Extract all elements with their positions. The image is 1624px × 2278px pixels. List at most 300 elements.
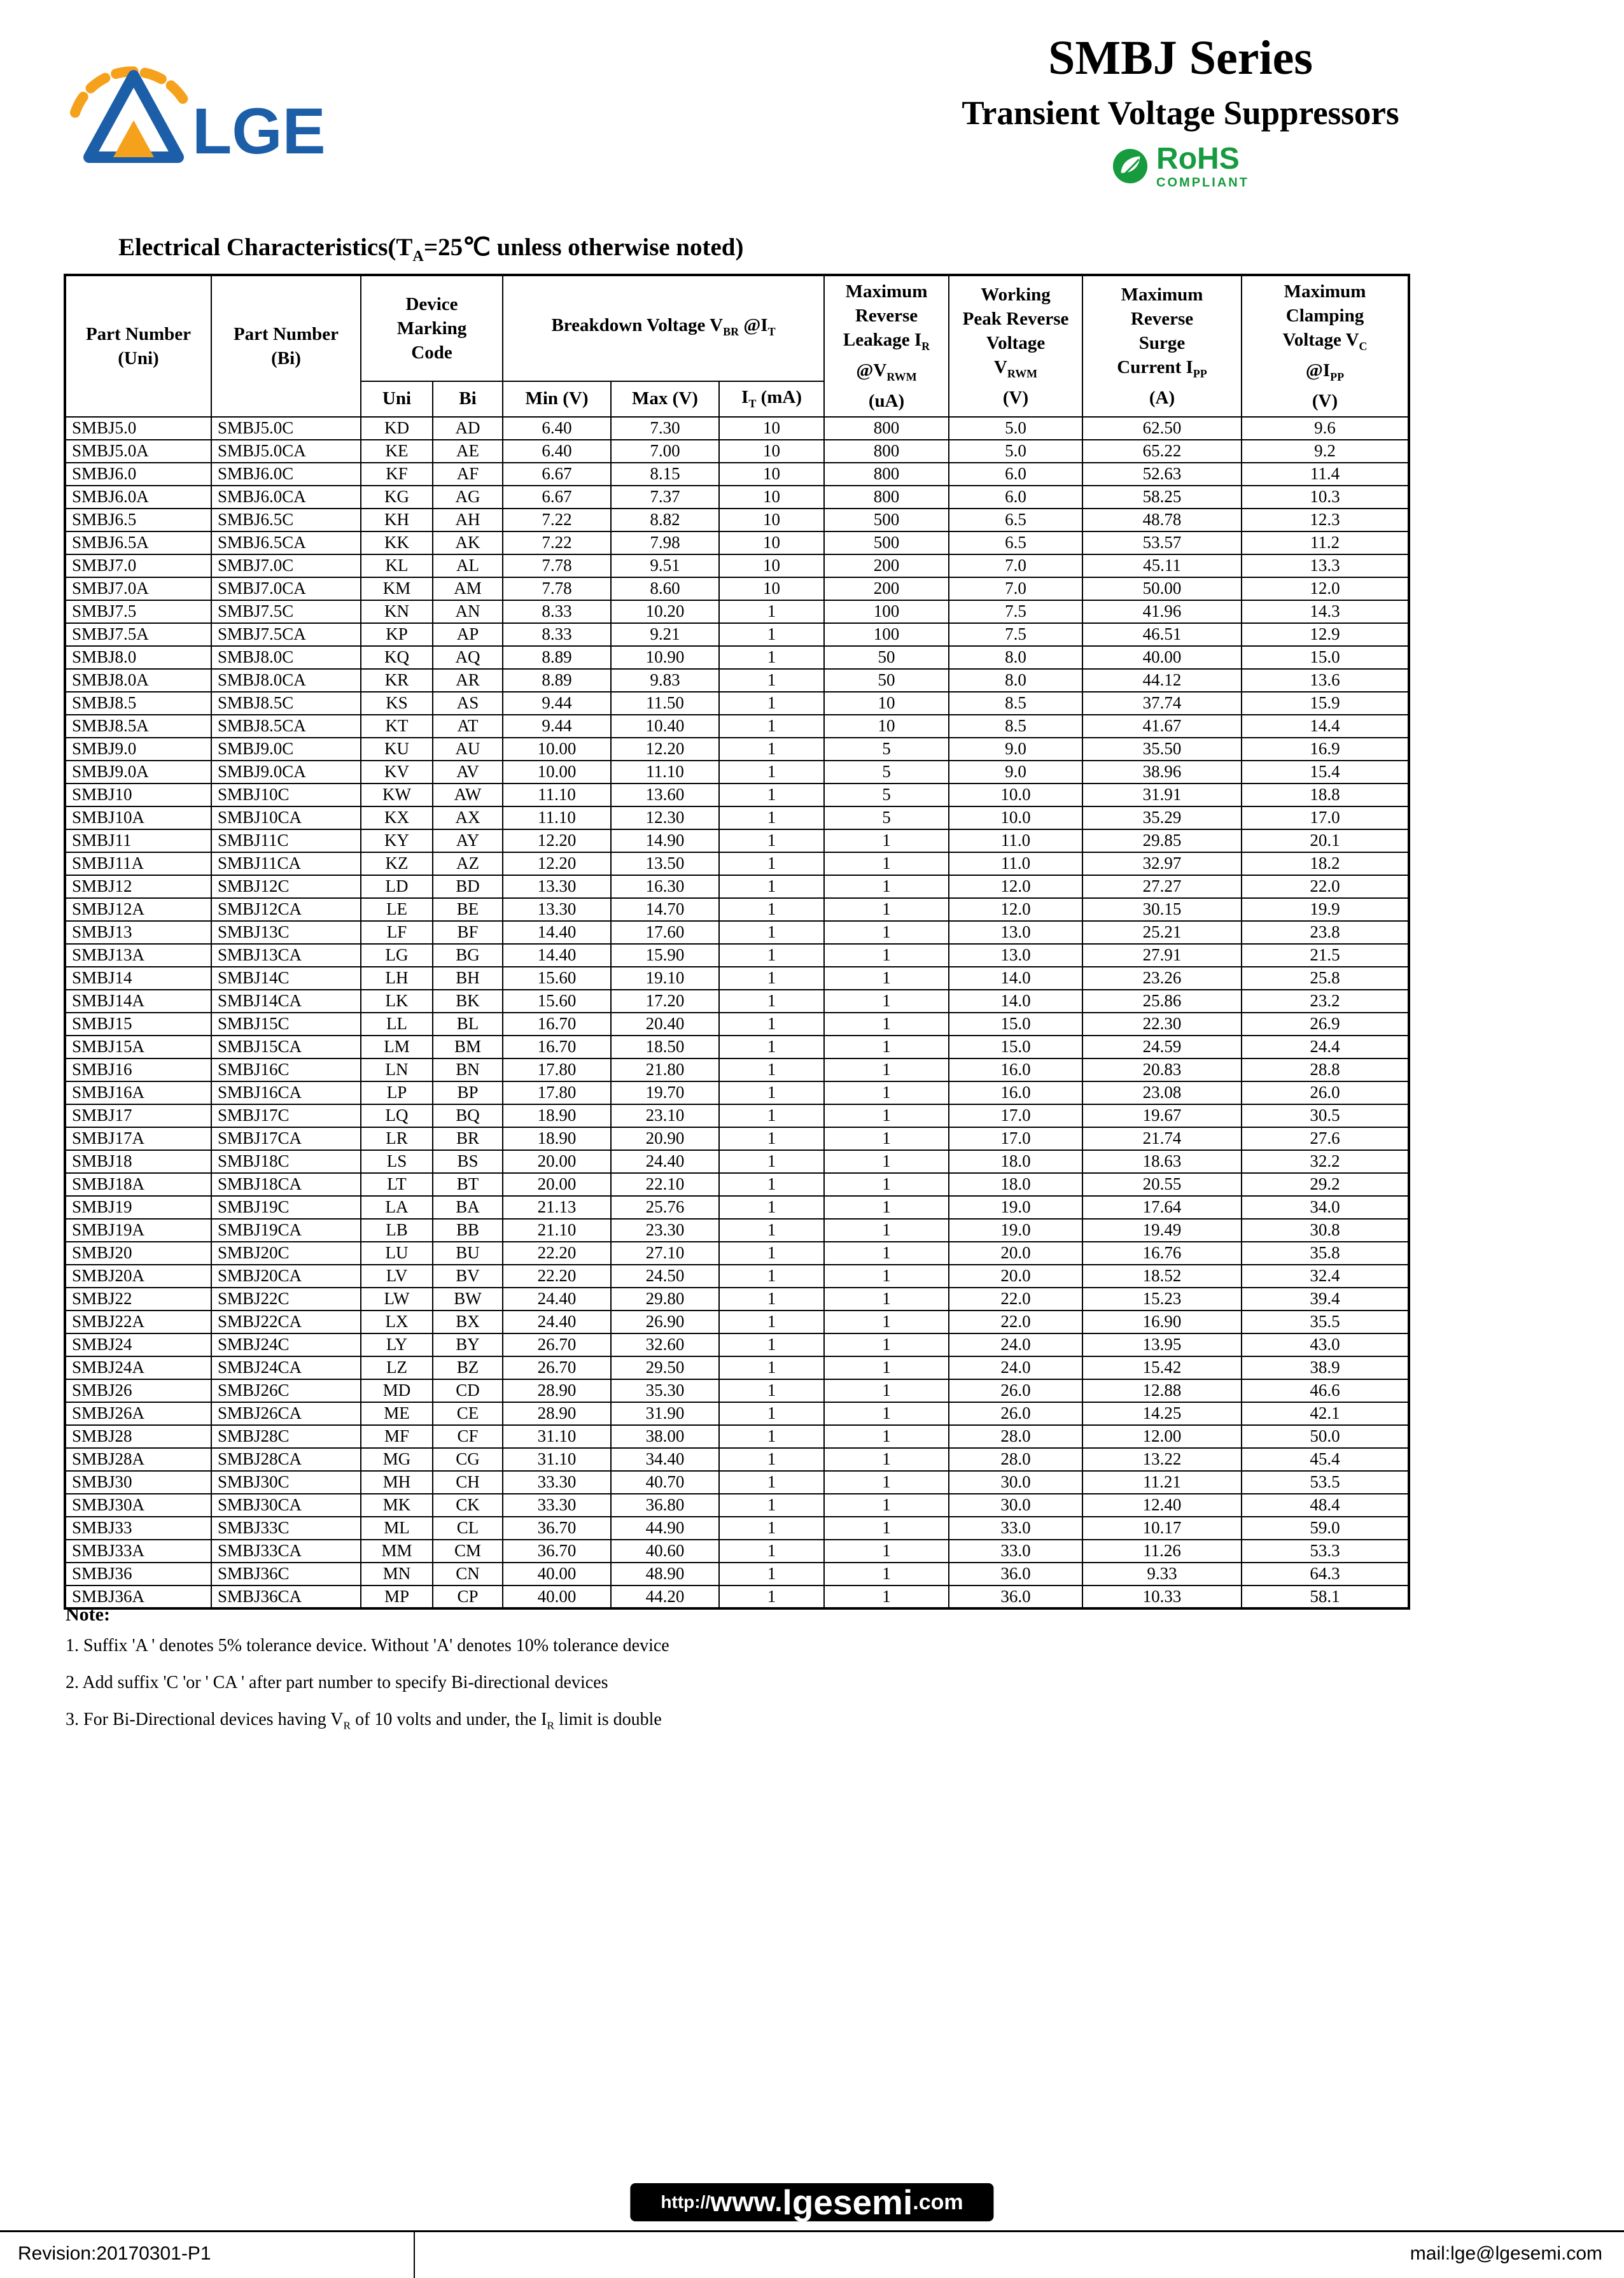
table-cell: KP xyxy=(361,623,433,646)
table-cell: 11.0 xyxy=(949,852,1082,875)
table-row xyxy=(65,1013,1409,1036)
table-row xyxy=(65,509,1409,531)
table-cell: SMBJ8.5C xyxy=(211,692,361,715)
table-cell: 1 xyxy=(824,1219,949,1242)
table-cell: 1 xyxy=(719,1288,824,1311)
table-cell: BQ xyxy=(433,1104,503,1127)
table-cell: 10 xyxy=(719,463,824,486)
table-cell: SMBJ8.5 xyxy=(65,692,211,715)
table-cell: 1 xyxy=(824,1242,949,1265)
table-cell: LU xyxy=(361,1242,433,1265)
table-cell: BP xyxy=(433,1081,503,1104)
table-cell: SMBJ6.0A xyxy=(65,486,211,509)
table-cell: 18.52 xyxy=(1082,1265,1242,1288)
table-cell: 12.3 xyxy=(1242,509,1409,531)
table-row xyxy=(65,1425,1409,1448)
table-cell: 12.00 xyxy=(1082,1425,1242,1448)
table-cell: 1 xyxy=(719,1058,824,1081)
table-cell: 32.97 xyxy=(1082,852,1242,875)
table-cell: 27.27 xyxy=(1082,875,1242,898)
table-row xyxy=(65,1471,1409,1494)
table-cell: 9.51 xyxy=(611,554,719,577)
table-cell: 1 xyxy=(719,1242,824,1265)
rohs-badge xyxy=(792,141,1569,190)
table-cell: 26.0 xyxy=(949,1379,1082,1402)
table-row xyxy=(65,600,1409,623)
table-cell: LB xyxy=(361,1219,433,1242)
table-cell: 1 xyxy=(719,1333,824,1356)
table-row xyxy=(65,1242,1409,1265)
table-cell: 1 xyxy=(719,623,824,646)
table-cell: 1 xyxy=(719,852,824,875)
table-cell: 33.0 xyxy=(949,1517,1082,1540)
footer-corner-line xyxy=(414,2232,415,2278)
table-cell: 1 xyxy=(824,852,949,875)
table-cell: 800 xyxy=(824,417,949,440)
table-cell: SMBJ19 xyxy=(65,1196,211,1219)
table-cell: 1 xyxy=(824,1104,949,1127)
url-domain: lgesemi xyxy=(782,2183,913,2222)
table-cell: 23.26 xyxy=(1082,967,1242,990)
table-row xyxy=(65,1333,1409,1356)
table-cell: 1 xyxy=(719,921,824,944)
revision-label: Revision:20170301-P1 xyxy=(18,2243,211,2264)
table-cell: 7.0 xyxy=(949,577,1082,600)
table-cell: 36.70 xyxy=(503,1517,611,1540)
table-cell: 13.95 xyxy=(1082,1333,1242,1356)
table-cell: SMBJ18C xyxy=(211,1150,361,1173)
table-cell: 26.90 xyxy=(611,1311,719,1333)
table-cell: 10.33 xyxy=(1082,1585,1242,1608)
table-cell: 29.50 xyxy=(611,1356,719,1379)
table-cell: 6.0 xyxy=(949,463,1082,486)
table-cell: 1 xyxy=(824,967,949,990)
table-cell: SMBJ8.0A xyxy=(65,669,211,692)
table-cell: KL xyxy=(361,554,433,577)
table-cell: 30.0 xyxy=(949,1471,1082,1494)
table-cell: 1 xyxy=(824,1402,949,1425)
table-cell: AQ xyxy=(433,646,503,669)
table-cell: 36.80 xyxy=(611,1494,719,1517)
table-cell: 22.0 xyxy=(949,1288,1082,1311)
table-cell: KN xyxy=(361,600,433,623)
table-cell: 13.0 xyxy=(949,921,1082,944)
table-row xyxy=(65,1104,1409,1127)
table-row xyxy=(65,417,1409,440)
table-row xyxy=(65,1127,1409,1150)
table-cell: 1 xyxy=(719,646,824,669)
table-cell: SMBJ26 xyxy=(65,1379,211,1402)
table-cell: 1 xyxy=(824,1379,949,1402)
table-cell: 1 xyxy=(824,1585,949,1608)
table-cell: SMBJ13A xyxy=(65,944,211,967)
table-cell: 9.44 xyxy=(503,715,611,738)
table-cell: 14.40 xyxy=(503,921,611,944)
table-cell: SMBJ33A xyxy=(65,1540,211,1563)
table-cell: CD xyxy=(433,1379,503,1402)
table-cell: 27.10 xyxy=(611,1242,719,1265)
section-title: Electrical $Characteristics(T_A=25℃$ unless otherwise noted) xyxy=(118,234,744,265)
table-cell: SMBJ22A xyxy=(65,1311,211,1333)
table-cell: 1 xyxy=(719,1425,824,1448)
table-cell: SMBJ20 xyxy=(65,1242,211,1265)
table-cell: SMBJ15CA xyxy=(211,1036,361,1058)
table-cell: 1 xyxy=(719,806,824,829)
table-cell: 1 xyxy=(824,829,949,852)
table-cell: 10.00 xyxy=(503,738,611,761)
note-3: 3. For Bi-Directional devices having $V_R$ of 10 volts and under, the $I_R$ limit is double xyxy=(66,1710,662,1732)
table-cell: 15.23 xyxy=(1082,1288,1242,1311)
table-cell: 9.0 xyxy=(949,761,1082,784)
table-cell: SMBJ14CA xyxy=(211,990,361,1013)
table-cell: KH xyxy=(361,509,433,531)
table-cell: 10 xyxy=(824,692,949,715)
title-block xyxy=(792,33,1569,189)
table-cell: 26.0 xyxy=(949,1402,1082,1425)
table-cell: 1 xyxy=(824,1058,949,1081)
table-cell: 7.22 xyxy=(503,509,611,531)
table-cell: 21.13 xyxy=(503,1196,611,1219)
table-cell: LM xyxy=(361,1036,433,1058)
table-cell: 17.64 xyxy=(1082,1196,1242,1219)
table-cell: SMBJ6.0CA xyxy=(211,486,361,509)
table-cell: 11.26 xyxy=(1082,1540,1242,1563)
table-cell: 14.70 xyxy=(611,898,719,921)
table-cell: SMBJ9.0A xyxy=(65,761,211,784)
table-cell: 16.9 xyxy=(1242,738,1409,761)
table-cell: 50.00 xyxy=(1082,577,1242,600)
table-cell: 9.2 xyxy=(1242,440,1409,463)
table-cell: 30.5 xyxy=(1242,1104,1409,1127)
table-cell: 1 xyxy=(719,1173,824,1196)
table-cell: 30.8 xyxy=(1242,1219,1409,1242)
table-cell: 19.0 xyxy=(949,1196,1082,1219)
table-cell: 13.22 xyxy=(1082,1448,1242,1471)
table-row xyxy=(65,784,1409,806)
table-cell: 22.20 xyxy=(503,1265,611,1288)
table-cell: 1 xyxy=(719,1448,824,1471)
table-cell: 45.4 xyxy=(1242,1448,1409,1471)
table-cell: SMBJ13C xyxy=(211,921,361,944)
table-cell: SMBJ28CA xyxy=(211,1448,361,1471)
table-cell: 33.0 xyxy=(949,1540,1082,1563)
table-cell: LT xyxy=(361,1173,433,1196)
table-cell: 8.33 xyxy=(503,623,611,646)
table-cell: KZ xyxy=(361,852,433,875)
table-cell: 12.40 xyxy=(1082,1494,1242,1517)
table-cell: KK xyxy=(361,531,433,554)
table-cell: 13.60 xyxy=(611,784,719,806)
table-cell: 31.90 xyxy=(611,1402,719,1425)
table-cell: SMBJ19CA xyxy=(211,1219,361,1242)
table-cell: 13.0 xyxy=(949,944,1082,967)
table-cell: 14.3 xyxy=(1242,600,1409,623)
table-cell: 18.2 xyxy=(1242,852,1409,875)
table-row xyxy=(65,1379,1409,1402)
table-cell: 5.0 xyxy=(949,440,1082,463)
table-cell: 13.3 xyxy=(1242,554,1409,577)
table-cell: 37.74 xyxy=(1082,692,1242,715)
page-subtitle: Transient Voltage Suppressors xyxy=(962,94,1399,132)
table-cell: SMBJ9.0 xyxy=(65,738,211,761)
table-cell: MP xyxy=(361,1585,433,1608)
table-cell: SMBJ14C xyxy=(211,967,361,990)
table-cell: SMBJ6.0 xyxy=(65,463,211,486)
table-cell: SMBJ15A xyxy=(65,1036,211,1058)
table-row xyxy=(65,852,1409,875)
table-row xyxy=(65,1173,1409,1196)
website-link[interactable] xyxy=(630,2183,993,2221)
table-cell: 15.9 xyxy=(1242,692,1409,715)
table-cell: 26.0 xyxy=(1242,1081,1409,1104)
table-cell: SMBJ28 xyxy=(65,1425,211,1448)
table-cell: AK xyxy=(433,531,503,554)
table-cell: 1 xyxy=(719,1036,824,1058)
table-cell: CP xyxy=(433,1585,503,1608)
table-row xyxy=(65,1219,1409,1242)
table-cell: 6.40 xyxy=(503,417,611,440)
table-cell: BT xyxy=(433,1173,503,1196)
table-cell: 8.0 xyxy=(949,646,1082,669)
table-cell: 6.0 xyxy=(949,486,1082,509)
col-max-clamping-voltage: Maximum Clamping Voltage $V_C$ $@I_{PP}$ (V) xyxy=(1242,275,1409,417)
col-marking-bi: Bi xyxy=(433,381,503,417)
table-cell: 21.74 xyxy=(1082,1127,1242,1150)
table-cell: 25.21 xyxy=(1082,921,1242,944)
table-cell: 53.57 xyxy=(1082,531,1242,554)
table-row xyxy=(65,577,1409,600)
table-cell: 1 xyxy=(719,1150,824,1173)
table-cell: SMBJ8.0 xyxy=(65,646,211,669)
table-cell: 41.67 xyxy=(1082,715,1242,738)
table-cell: 17.60 xyxy=(611,921,719,944)
table-cell: 13.6 xyxy=(1242,669,1409,692)
table-cell: 28.90 xyxy=(503,1379,611,1402)
table-cell: 10.20 xyxy=(611,600,719,623)
table-cell: 36.0 xyxy=(949,1563,1082,1585)
table-cell: 14.40 xyxy=(503,944,611,967)
table-cell: 12.0 xyxy=(1242,577,1409,600)
table-row xyxy=(65,1036,1409,1058)
table-cell: CL xyxy=(433,1517,503,1540)
table-row xyxy=(65,486,1409,509)
table-cell: AD xyxy=(433,417,503,440)
table-cell: BX xyxy=(433,1311,503,1333)
table-cell: 53.3 xyxy=(1242,1540,1409,1563)
table-cell: SMBJ13CA xyxy=(211,944,361,967)
table-cell: 48.78 xyxy=(1082,509,1242,531)
table-cell: 17.80 xyxy=(503,1058,611,1081)
table-cell: SMBJ36A xyxy=(65,1585,211,1608)
table-cell: 7.78 xyxy=(503,554,611,577)
table-cell: 5 xyxy=(824,738,949,761)
table-cell: 16.70 xyxy=(503,1036,611,1058)
table-cell: SMBJ7.5C xyxy=(211,600,361,623)
mail-link[interactable]: mail:lge@lgesemi.com xyxy=(1410,2243,1602,2264)
table-cell: 15.0 xyxy=(949,1013,1082,1036)
table-cell: 44.90 xyxy=(611,1517,719,1540)
table-cell: 38.9 xyxy=(1242,1356,1409,1379)
table-cell: 500 xyxy=(824,509,949,531)
table-cell: AX xyxy=(433,806,503,829)
lge-logo-graphic xyxy=(51,29,350,178)
table-cell: 800 xyxy=(824,486,949,509)
table-cell: SMBJ9.0C xyxy=(211,738,361,761)
notes-section xyxy=(66,1604,669,1749)
table-cell: ML xyxy=(361,1517,433,1540)
table-cell: AV xyxy=(433,761,503,784)
table-cell: 8.5 xyxy=(949,715,1082,738)
table-cell: 50 xyxy=(824,669,949,692)
table-cell: 65.22 xyxy=(1082,440,1242,463)
table-cell: 20.00 xyxy=(503,1173,611,1196)
table-cell: AY xyxy=(433,829,503,852)
table-cell: 11.2 xyxy=(1242,531,1409,554)
table-cell: 1 xyxy=(824,875,949,898)
table-cell: SMBJ26CA xyxy=(211,1402,361,1425)
table-cell: 10.3 xyxy=(1242,486,1409,509)
table-cell: SMBJ11C xyxy=(211,829,361,852)
table-cell: KD xyxy=(361,417,433,440)
table-cell: 28.0 xyxy=(949,1425,1082,1448)
table-cell: AU xyxy=(433,738,503,761)
table-cell: LV xyxy=(361,1265,433,1288)
table-cell: 28.90 xyxy=(503,1402,611,1425)
table-cell: SMBJ6.5A xyxy=(65,531,211,554)
table-cell: 12.9 xyxy=(1242,623,1409,646)
table-cell: 38.00 xyxy=(611,1425,719,1448)
table-cell: 1 xyxy=(824,1471,949,1494)
table-cell: 5 xyxy=(824,761,949,784)
table-cell: BS xyxy=(433,1150,503,1173)
table-header xyxy=(65,275,1409,417)
table-cell: 11.4 xyxy=(1242,463,1409,486)
table-cell: 40.00 xyxy=(1082,646,1242,669)
table-cell: 15.0 xyxy=(949,1036,1082,1058)
table-cell: SMBJ6.5C xyxy=(211,509,361,531)
table-cell: CK xyxy=(433,1494,503,1517)
table-row xyxy=(65,692,1409,715)
table-cell: 18.0 xyxy=(949,1173,1082,1196)
table-cell: 800 xyxy=(824,440,949,463)
table-cell: 50.0 xyxy=(1242,1425,1409,1448)
table-cell: BM xyxy=(433,1036,503,1058)
table-cell: SMBJ17A xyxy=(65,1127,211,1150)
table-cell: 12.88 xyxy=(1082,1379,1242,1402)
table-cell: AT xyxy=(433,715,503,738)
table-cell: AM xyxy=(433,577,503,600)
col-breakdown-voltage: Breakdown Voltage $V_{BR}$ $@I_T$ xyxy=(503,275,824,381)
table-cell: 24.59 xyxy=(1082,1036,1242,1058)
table-cell: 23.30 xyxy=(611,1219,719,1242)
table-cell: 10 xyxy=(719,417,824,440)
table-row xyxy=(65,646,1409,669)
table-cell: 12.20 xyxy=(503,852,611,875)
table-cell: 1 xyxy=(719,1585,824,1608)
table-cell: SMBJ8.5CA xyxy=(211,715,361,738)
table-cell: 14.25 xyxy=(1082,1402,1242,1425)
table-row xyxy=(65,1196,1409,1219)
table-cell: 36.70 xyxy=(503,1540,611,1563)
table-cell: 19.0 xyxy=(949,1219,1082,1242)
table-cell: 7.78 xyxy=(503,577,611,600)
table-cell: 62.50 xyxy=(1082,417,1242,440)
table-row xyxy=(65,1356,1409,1379)
table-cell: 800 xyxy=(824,463,949,486)
table-row xyxy=(65,944,1409,967)
note-2: 2. Add suffix 'C 'or ' CA ' after part number to specify Bi-directional devices xyxy=(66,1673,608,1692)
table-cell: 1 xyxy=(719,990,824,1013)
table-cell: 39.4 xyxy=(1242,1288,1409,1311)
col-min-v: Min (V) xyxy=(503,381,611,417)
table-row xyxy=(65,1448,1409,1471)
table-row xyxy=(65,1494,1409,1517)
table-cell: 5 xyxy=(824,784,949,806)
table-cell: LA xyxy=(361,1196,433,1219)
table-cell: 33.30 xyxy=(503,1471,611,1494)
table-cell: 17.0 xyxy=(1242,806,1409,829)
table-cell: SMBJ11 xyxy=(65,829,211,852)
table-cell: 8.33 xyxy=(503,600,611,623)
table-cell: SMBJ20C xyxy=(211,1242,361,1265)
table-cell: SMBJ8.5A xyxy=(65,715,211,738)
table-cell: SMBJ5.0A xyxy=(65,440,211,463)
table-cell: 25.86 xyxy=(1082,990,1242,1013)
table-cell: 35.29 xyxy=(1082,806,1242,829)
table-cell: 1 xyxy=(719,1104,824,1127)
lge-logo xyxy=(51,29,350,178)
table-cell: 12.0 xyxy=(949,898,1082,921)
table-cell: 15.42 xyxy=(1082,1356,1242,1379)
table-cell: SMBJ10C xyxy=(211,784,361,806)
table-cell: 32.60 xyxy=(611,1333,719,1356)
table-cell: 20.90 xyxy=(611,1127,719,1150)
table-cell: 13.30 xyxy=(503,898,611,921)
table-cell: 35.50 xyxy=(1082,738,1242,761)
table-cell: 31.91 xyxy=(1082,784,1242,806)
table-cell: BV xyxy=(433,1265,503,1288)
table-cell: 6.67 xyxy=(503,463,611,486)
table-cell: SMBJ11CA xyxy=(211,852,361,875)
table-cell: 25.76 xyxy=(611,1196,719,1219)
table-cell: 1 xyxy=(719,1311,824,1333)
table-cell: ME xyxy=(361,1402,433,1425)
table-cell: 35.30 xyxy=(611,1379,719,1402)
table-cell: 10.40 xyxy=(611,715,719,738)
table-cell: 34.0 xyxy=(1242,1196,1409,1219)
table-cell: 1 xyxy=(719,967,824,990)
table-cell: 11.10 xyxy=(503,784,611,806)
table-cell: SMBJ10A xyxy=(65,806,211,829)
table-cell: 1 xyxy=(719,1471,824,1494)
table-row xyxy=(65,669,1409,692)
table-cell: SMBJ36CA xyxy=(211,1585,361,1608)
table-cell: KF xyxy=(361,463,433,486)
table-row xyxy=(65,531,1409,554)
table-cell: SMBJ10 xyxy=(65,784,211,806)
table-cell: 64.3 xyxy=(1242,1563,1409,1585)
table-cell: AN xyxy=(433,600,503,623)
col-part-number-bi: Part Number (Bi) xyxy=(211,275,361,417)
table-cell: 12.30 xyxy=(611,806,719,829)
table-row xyxy=(65,1265,1409,1288)
table-cell: SMBJ5.0CA xyxy=(211,440,361,463)
table-cell: 44.12 xyxy=(1082,669,1242,692)
table-cell: AE xyxy=(433,440,503,463)
table-cell: 10.0 xyxy=(949,784,1082,806)
table-cell: 29.85 xyxy=(1082,829,1242,852)
table-cell: SMBJ17CA xyxy=(211,1127,361,1150)
